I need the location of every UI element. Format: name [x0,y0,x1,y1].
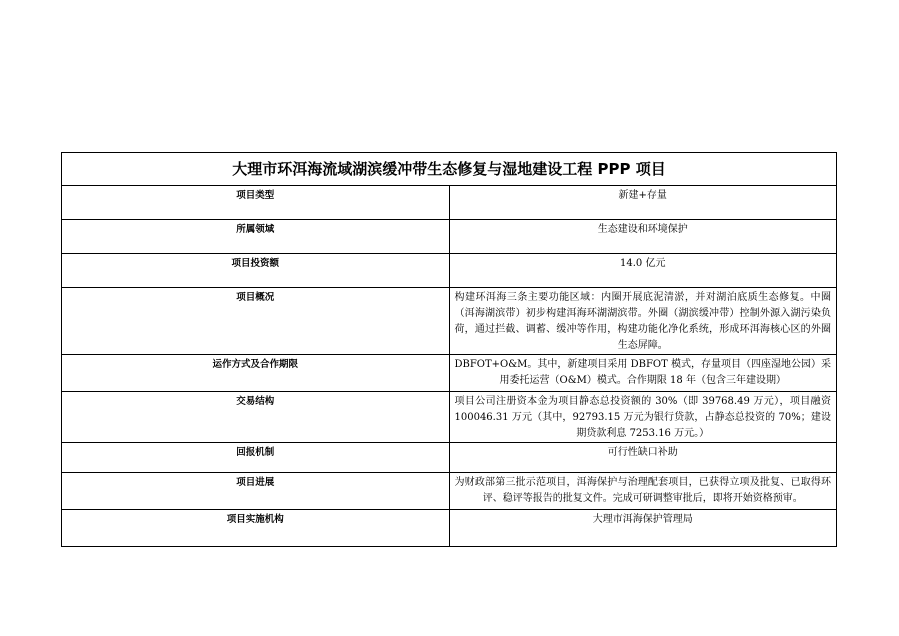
document-title: 大理市环洱海流域湖滨缓冲带生态修复与湿地建设工程 PPP 项目 [62,153,837,186]
table-row [62,443,837,473]
row-label-return-mechanism: 回报机制 [62,443,450,473]
row-value-implementing-agency: 大理市洱海保护管理局 [449,510,837,547]
row-value-return-mechanism: 可行性缺口补助 [449,443,837,473]
table-row [62,186,837,220]
row-label-progress: 项目进展 [62,473,450,510]
row-label-operation-mode: 运作方式及合作期限 [62,355,450,392]
table-row [62,510,837,547]
row-label-field: 所属领域 [62,220,450,254]
row-label-implementing-agency: 项目实施机构 [62,510,450,547]
table-row [62,288,837,355]
row-label-project-type: 项目类型 [62,186,450,220]
table-row [62,220,837,254]
row-label-investment: 项目投资额 [62,254,450,288]
row-value-overview: 构建环洱海三条主要功能区域：内圈开展底泥清淤，并对湖泊底质生态修复。中圈（洱海湖滨带）初步构建洱海环湖湖滨带。外圈（湖滨缓冲带）控制外源入湖污染负荷，通过拦截、调蓄、缓冲等作用，构建功能化净化系统，形成环洱海核心区的外圈生态屏障。 [449,288,837,355]
title-row [62,153,837,186]
row-value-transaction-structure: 项目公司注册资本金为项目静态总投资额的 30%（即 39768.49 万元），项目融资 100046.31 万元（其中，92793.15 万元为银行贷款，占静态总投资的 70%；建设期贷款利息 7253.16 万元。） [449,392,837,443]
table-row [62,254,837,288]
table-row [62,355,837,392]
table-row [62,473,837,510]
row-value-progress: 为财政部第三批示范项目，洱海保护与治理配套项目，已获得立项及批复、已取得环评、稳评等报告的批复文件。完成可研调整审批后，即将开始资格预审。 [449,473,837,510]
table-row [62,392,837,443]
project-info-table [61,152,837,547]
row-value-operation-mode: DBFOT+O&M。其中，新建项目采用 DBFOT 模式，存量项目（四座湿地公园）采用委托运营（O&M）模式。合作期限 18 年（包含三年建设期） [449,355,837,392]
row-value-investment: 14.0 亿元 [449,254,837,288]
row-value-project-type: 新建+存量 [449,186,837,220]
row-label-transaction-structure: 交易结构 [62,392,450,443]
row-label-overview: 项目概况 [62,288,450,355]
row-value-field: 生态建设和环境保护 [449,220,837,254]
